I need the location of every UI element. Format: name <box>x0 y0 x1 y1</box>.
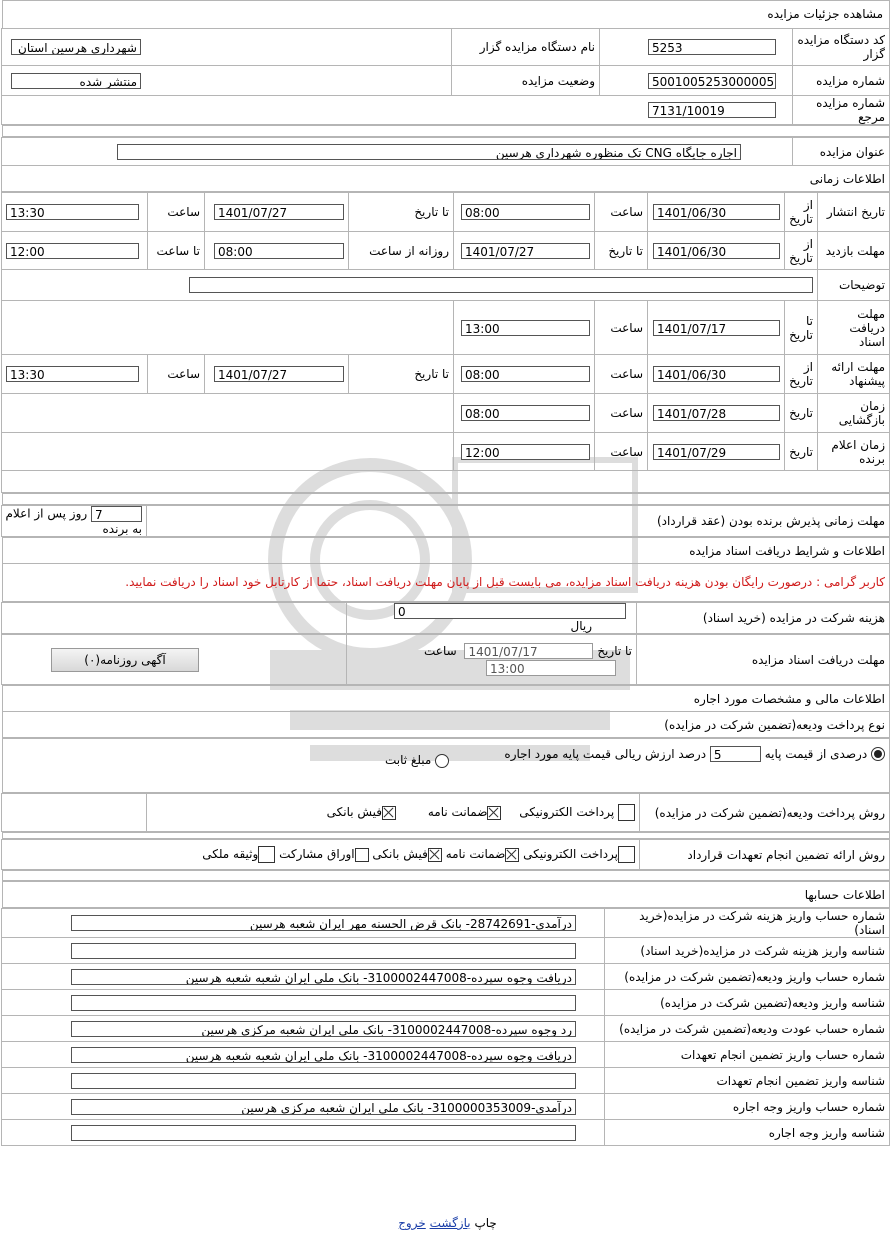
timing-section-label: اطلاعات زمانی <box>2 166 890 192</box>
to-date-label: تا تاریخ <box>349 193 454 232</box>
percent-suffix: درصد ارزش ریالی قیمت پایه مورد اجاره <box>504 746 707 761</box>
account-row-label: شماره حساب واریز ودیعه(تضمین شرکت در مزایده) <box>605 964 890 990</box>
account-row-label: شماره حساب واریز وجه اجاره <box>605 1094 890 1120</box>
hour-label: ساعت <box>148 355 205 394</box>
acceptance-label: مهلت زمانی پذیرش برنده بودن (عقد قرارداد) <box>147 506 890 537</box>
to-date-label: تا تاریخ <box>349 355 454 394</box>
publish-to-time: 13:30 <box>6 204 139 220</box>
doc-receive-date: 1401/07/17 <box>464 643 593 659</box>
date-label: تاریخ <box>785 433 818 471</box>
org-name-field: شهرداری هرسین استان <box>11 39 141 55</box>
account-row-label: شماره حساب عودت ودیعه(تضمین شرکت در مزایده) <box>605 1016 890 1042</box>
visit-to-date: 1401/07/27 <box>461 243 590 259</box>
publish-from-time: 08:00 <box>461 204 590 220</box>
account-row-value <box>71 1073 576 1089</box>
org-name-label: نام دستگاه مزایده گزار <box>452 29 600 66</box>
fixed-radio[interactable] <box>435 754 449 768</box>
account-row-label: شناسه واریز تضمین انجام تعهدات <box>605 1068 890 1094</box>
account-row-label: شماره حساب واریز تضمین انجام تعهدات <box>605 1042 890 1068</box>
account-row-value <box>71 995 576 1011</box>
general-info-table <box>1 28 890 125</box>
hour-label: ساعت <box>148 193 205 232</box>
account-row-label: شناسه واریز هزینه شرکت در مزایده(خرید اسناد) <box>605 938 890 964</box>
to-hour-label: تا ساعت <box>148 232 205 270</box>
date-label: تاریخ <box>785 394 818 433</box>
auction-no-label: شماره مزایده <box>793 66 890 96</box>
guarantee-letter-checkbox[interactable] <box>505 848 519 862</box>
fee-field: 0 <box>394 603 626 619</box>
deposit-electronic-label: پرداخت الکترونیکی <box>519 805 615 819</box>
guarantee-electronic-checkbox[interactable] <box>618 846 635 863</box>
guarantee-letter-label: ضمانت نامه <box>445 847 506 861</box>
visit-from-date: 1401/06/30 <box>653 243 780 259</box>
title-field: اجاره جایگاه CNG تک منظوره شهرداری هرسین <box>117 144 741 160</box>
deposit-method-label: روش پرداخت ودیعه(تضمین شرکت در مزایده) <box>640 794 890 832</box>
ref-no-label: شماره مزایده مرجع <box>793 96 890 125</box>
visit-to-time: 12:00 <box>6 243 139 259</box>
guarantee-property-label: وثیقه ملکی <box>202 847 259 861</box>
guarantee-property-checkbox[interactable] <box>258 846 275 863</box>
accounts-section-label: اطلاعات حسابها <box>3 882 890 908</box>
doc-deadline-label: مهلت دریافت اسناد <box>818 301 890 355</box>
fixed-option-label: مبلغ ثابت <box>385 753 432 767</box>
offer-to-date: 1401/07/27 <box>214 366 344 382</box>
hour-label: ساعت <box>595 394 648 433</box>
print-link[interactable]: چاپ <box>474 1216 497 1230</box>
account-row-value <box>71 943 576 959</box>
deposit-guarantee-checkbox[interactable] <box>487 806 501 820</box>
to-date-label: تا تاریخ <box>785 301 818 355</box>
acceptance-days: 7 <box>91 506 142 522</box>
timing-table <box>1 192 890 493</box>
fee-label: هزینه شرکت در مزایده (خرید اسناد) <box>637 603 890 634</box>
guarantee-method-label: روش ارائه تضمین انجام تعهدات قرارداد <box>640 840 890 870</box>
guarantee-bank-receipt-label: فیش بانکی <box>372 847 428 861</box>
hour-label: ساعت <box>595 193 648 232</box>
opening-time: 08:00 <box>461 405 590 421</box>
account-row-value: دریافت وجوه سپرده-3100002447008- بانک ملی ایران شعبه شعبه هرسین <box>71 1047 576 1063</box>
account-row-label: شناسه واریز ودیعه(تضمین شرکت در مزایده) <box>605 990 890 1016</box>
status-field: منتشر شده <box>11 73 141 89</box>
opening-date: 1401/07/28 <box>653 405 780 421</box>
offer-from-time: 08:00 <box>461 366 590 382</box>
back-link[interactable]: بازگشت <box>429 1216 471 1230</box>
from-date-label: از تاریخ <box>785 193 818 232</box>
org-code-label: کد دستگاه مزایده گزار <box>793 29 890 66</box>
status-label: وضعیت مزایده <box>452 66 600 96</box>
deposit-bank-receipt-checkbox[interactable] <box>382 806 396 820</box>
desc-field <box>189 277 813 293</box>
account-row-value <box>71 1125 576 1141</box>
winner-time: 12:00 <box>461 444 590 460</box>
account-row-value: رد وجوه سپرده-3100002447008- بانک ملي ايران شعبه مرکزی هرسین <box>71 1021 576 1037</box>
daily-from-label: روزانه از ساعت <box>349 232 454 270</box>
doc-deadline-time: 13:00 <box>461 320 590 336</box>
doc-receive-time: 13:00 <box>486 660 616 676</box>
to-date-label: تا تاریخ <box>597 643 632 658</box>
currency-label: ریال <box>570 619 592 633</box>
from-date-label: از تاریخ <box>785 355 818 394</box>
doc-deadline-date: 1401/07/17 <box>653 320 780 336</box>
exit-link[interactable]: خروج <box>398 1216 426 1230</box>
account-row-label: شماره حساب واریز هزینه شرکت در مزایده(خرید اسناد) <box>605 909 890 938</box>
hour-label: ساعت <box>424 643 457 658</box>
newspaper-ad-button[interactable]: آگهی روزنامه(۰) <box>51 648 199 672</box>
finance-section-label: اطلاعات مالی و مشخصات مورد اجاره <box>3 686 890 712</box>
acceptance-suffix: روز پس از اعلام به برنده <box>5 506 142 536</box>
guarantee-electronic-label: پرداخت الکترونیکی <box>523 847 618 861</box>
account-row-value: درآمدی-28742691- بانک قرض الحسنه مهر ایران شعبه هرسین <box>71 915 576 931</box>
deposit-guarantee-label: ضمانت نامه <box>427 805 488 819</box>
guarantee-bonds-checkbox[interactable] <box>355 848 369 862</box>
doc-receive-label: مهلت دریافت اسناد مزایده <box>637 635 890 685</box>
hour-label: ساعت <box>595 433 648 471</box>
auction-no-field: 5001005253000005 <box>648 73 776 89</box>
deposit-bank-receipt-label: فیش بانکی <box>326 805 383 819</box>
accounts-table <box>1 908 890 1146</box>
hour-label: ساعت <box>595 301 648 355</box>
page-title: مشاهده جزئیات مزایده <box>2 0 890 28</box>
desc-label: توضیحات <box>818 270 890 301</box>
percent-field: 5 <box>710 746 761 762</box>
guarantee-bonds-label: اوراق مشارکت <box>279 847 355 861</box>
docs-section-label: اطلاعات و شرایط دریافت اسناد مزایده <box>3 538 890 564</box>
publish-label: تاریخ انتشار <box>818 193 890 232</box>
percent-radio[interactable] <box>871 747 885 761</box>
opening-label: زمان بازگشایی <box>818 394 890 433</box>
publish-from-date: 1401/06/30 <box>653 204 780 220</box>
from-date-label: از تاریخ <box>785 232 818 270</box>
title-label: عنوان مزایده <box>793 138 890 166</box>
docs-notice: کاربر گرامی : درصورت رایگان بودن هزینه دریافت اسناد مزایده، می بایست قبل از پایان مهلت دریافت اسناد، حتما از کارتابل خود اسناد را دریافت نمایید. <box>3 564 890 602</box>
to-date-label: تا تاریخ <box>595 232 648 270</box>
fixed-option-group <box>385 753 449 768</box>
account-row-label: شناسه واریز وجه اجاره <box>605 1120 890 1146</box>
winner-date: 1401/07/29 <box>653 444 780 460</box>
ref-no-field: 7131/10019 <box>648 102 776 118</box>
hour-label: ساعت <box>595 355 648 394</box>
publish-to-date: 1401/07/27 <box>214 204 344 220</box>
offer-to-time: 13:30 <box>6 366 139 382</box>
guarantee-bank-receipt-checkbox[interactable] <box>428 848 442 862</box>
deposit-type-label: نوع پرداخت ودیعه(تضمین شرکت در مزایده) <box>3 712 890 738</box>
offer-from-date: 1401/06/30 <box>653 366 780 382</box>
percent-option-label: درصدی از قیمت پایه <box>764 746 868 761</box>
org-code-field: 5253 <box>648 39 776 55</box>
visit-label: مهلت بازدید <box>818 232 890 270</box>
winner-label: زمان اعلام برنده <box>818 433 890 471</box>
visit-from-time: 08:00 <box>214 243 344 259</box>
deposit-electronic-checkbox[interactable] <box>618 804 635 821</box>
offer-label: مهلت ارائه پیشنهاد <box>818 355 890 394</box>
account-row-value: دریافت وجوه سپرده-3100002447008- بانک ملی ایران شعبه شعبه هرسین <box>71 969 576 985</box>
footer-links <box>0 1216 895 1230</box>
account-row-value: درآمدی-3100000353009- بانک ملی ایران شعبه مرکزی هرسین <box>71 1099 576 1115</box>
